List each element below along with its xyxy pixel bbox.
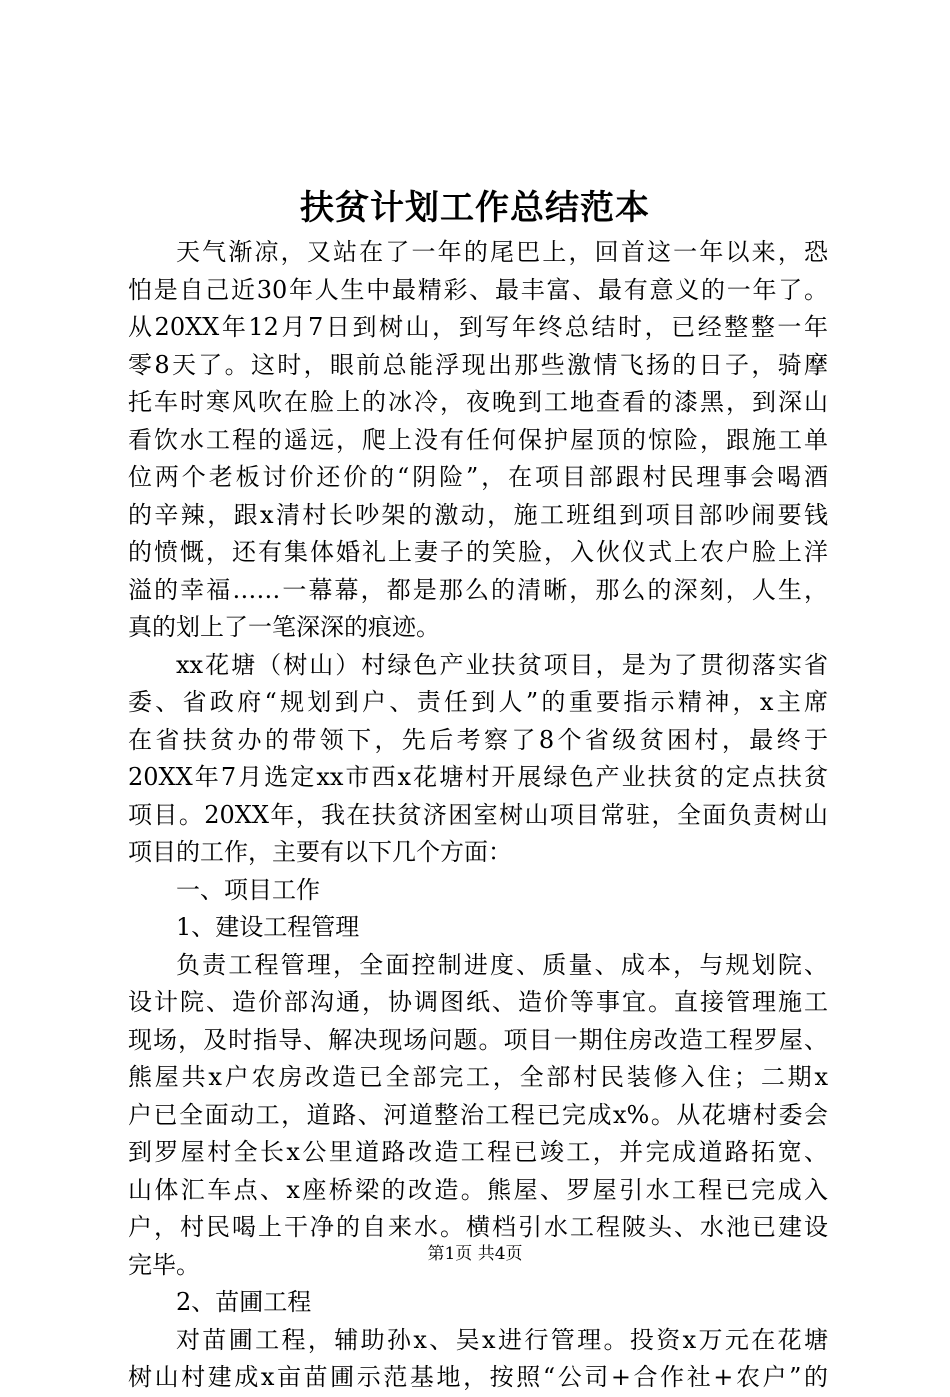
text-line: 托车时寒风吹在脸上的冰冷，夜晚到工地查看的漆黑，到深山 <box>128 388 828 416</box>
text-line: 负责工程管理，全面控制进度、质量、成本，与规划院、 <box>176 950 828 979</box>
text-line: 项目的工作，主要有以下几个方面： <box>128 838 512 866</box>
text-line: xx花塘（树山）村绿色产业扶贫项目，是为了贯彻落实省 <box>176 650 828 679</box>
text-line: 山体汇车点、x座桥梁的改造。熊屋、罗屋引水工程已完成入 <box>128 1175 828 1204</box>
text-line: 怕是自己近30年人生中最精彩、最丰富、最有意义的一年了。 <box>128 275 828 304</box>
text-line: 看饮水工程的遥远，爬上没有任何保护屋顶的惊险，跟施工单 <box>128 425 828 454</box>
text-line: 树山村建成x亩苗圃示范基地，按照“公司+合作社+农户”的 <box>128 1363 828 1391</box>
text-line: 的愤慨，还有集体婚礼上妻子的笑脸，入伙仪式上农户脸上洋 <box>128 538 828 566</box>
text-line: 委、省政府“规划到户、责任到人”的重要指示精神，x主席 <box>128 688 828 716</box>
text-line: 对苗圃工程，辅助孙x、吴x进行管理。投资x万元在花塘 <box>176 1325 828 1354</box>
text-line: 零8天了。这时，眼前总能浮现出那些激情飞扬的日子，骑摩 <box>128 350 828 379</box>
text-line: 现场，及时指导、解决现场问题。项目一期住房改造工程罗屋、 <box>128 1025 828 1054</box>
text-line: 20XX年7月选定xx市西x花塘村开展绿色产业扶贫的定点扶贫 <box>128 763 828 791</box>
text-line: 1、建设工程管理 <box>176 913 360 941</box>
text-line: 天气渐凉，又站在了一年的尾巴上，回首这一年以来，恐 <box>176 238 828 266</box>
text-line: 户已全面动工，道路、河道整治工程已完成x%。从花塘村委会 <box>128 1100 828 1129</box>
text-line: 设计院、造价部沟通，协调图纸、造价等事宜。直接管理施工 <box>128 988 828 1016</box>
text-line: 熊屋共x户农房改造已全部完工，全部村民装修入住；二期x <box>128 1063 828 1091</box>
text-line: 项目。20XX年，我在扶贫济困室树山项目常驻，全面负责树山 <box>128 800 828 829</box>
document-body <box>128 234 828 1397</box>
text-line: 从20XX年12月7日到树山，到写年终总结时，已经整整一年 <box>128 313 828 341</box>
text-line: 在省扶贫办的带领下，先后考察了8个省级贫困村，最终于 <box>128 725 828 754</box>
text-line: 户，村民喝上干净的自来水。横档引水工程陂头、水池已建设 <box>128 1213 828 1241</box>
page-footer: 第1页 共4页 <box>427 1244 523 1264</box>
text-line: 溢的幸福……一幕幕，都是那么的清晰，那么的深刻，人生， <box>128 575 828 604</box>
text-line: 真的划上了一笔深深的痕迹。 <box>128 613 440 641</box>
text-line: 位两个老板讨价还价的“阴险”，在项目部跟村民理事会喝酒 <box>128 463 828 491</box>
document-title: 扶贫计划工作总结范本 <box>300 188 650 228</box>
text-line: 完毕。 <box>128 1250 200 1279</box>
text-line: 2、苗圃工程 <box>176 1288 312 1316</box>
text-line: 一、项目工作 <box>176 875 320 904</box>
text-line: 到罗屋村全长x公里道路改造工程已竣工，并完成道路拓宽、 <box>128 1138 828 1166</box>
text-line: 的辛辣，跟x清村长吵架的激动，施工班组到项目部吵闹要钱 <box>128 500 828 529</box>
